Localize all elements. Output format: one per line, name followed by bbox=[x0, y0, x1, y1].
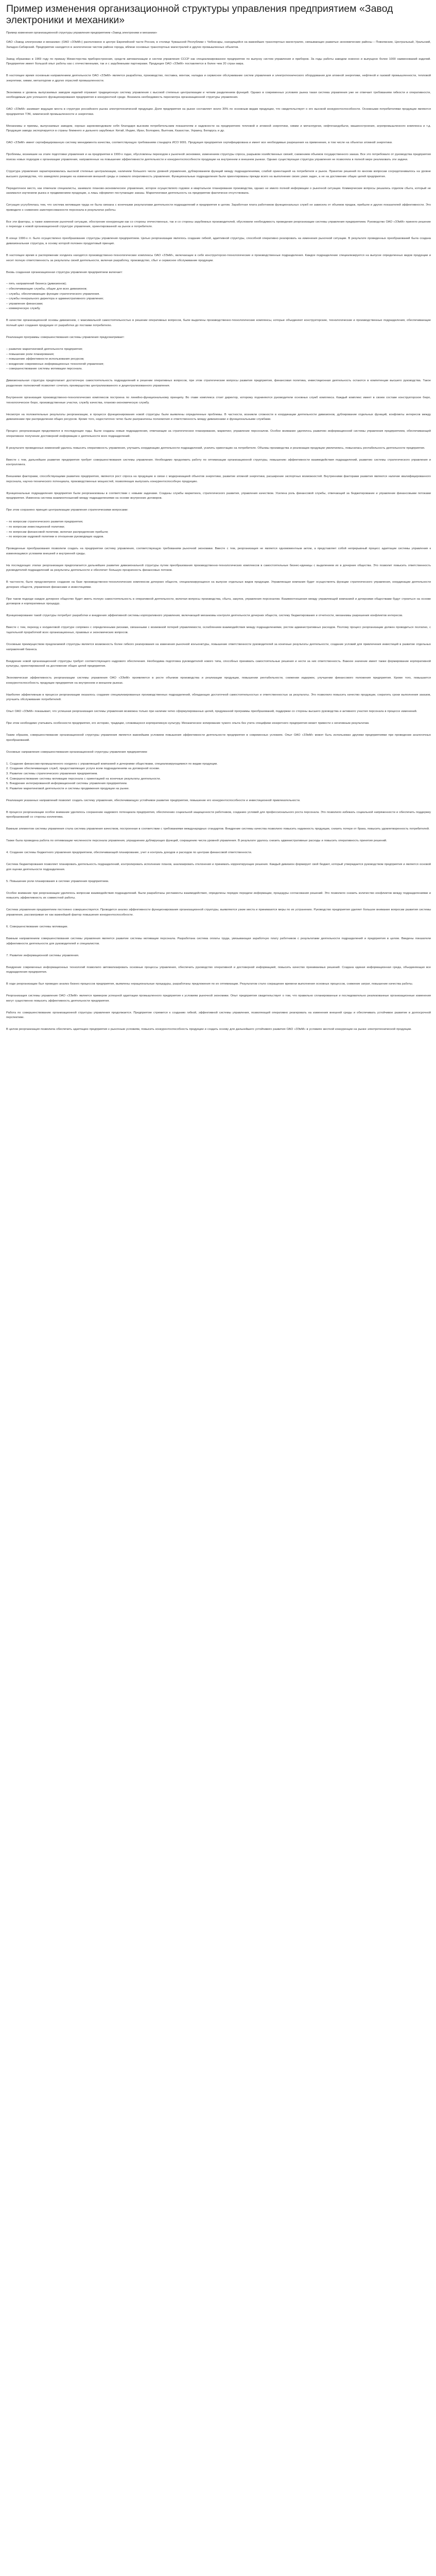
article-paragraph: – управление финансами; bbox=[6, 302, 43, 306]
article-paragraph: Экономическая эффективность реорганизации системы управления ОАО «ЗЭиМ» проявляется в росте объемов производства и реализации продукции, повышении рентабельности, снижении издержек, улучшении финансового положения предприятия. Кроме того, повышается конкурентоспособность продукции предприятия на внутреннем и внешнем рынках. bbox=[6, 676, 431, 685]
article-paragraph: – службы генерального директора и административного управления; bbox=[6, 297, 104, 301]
article-paragraph: Вместе с тем, переход к холдинговой структуре сопряжен с определенными рисками, связанными с возможной потерей управляемости, ослаблением взаимодействия между подразделениями, ростом административных расходов. Поэтому процесс реорганизации должен проводиться поэтапно, с тщательной проработкой всех организационных, правовых и экономических вопросов. bbox=[6, 626, 431, 635]
article-paragraph: 6. Развитие маркетинговой деятельности и системы продвижения продукции на рынке. bbox=[6, 787, 130, 790]
article-paragraph: 7. Развитие информационной системы управления. bbox=[6, 954, 79, 957]
article-paragraph: Внешними факторами, способствующими развитию предприятия, являются рост спроса на продукцию в связи с модернизацией объектов энергетики, развитие атомной энергетики, расширение экспортных возможностей. Внутренними факторами развития являются наличие квалифицированного персонала, научно-технического потенциала, производственных мощностей, позволяющих выпускать конкурентоспособную продукцию. bbox=[6, 475, 431, 483]
article-paragraph: Функциональные подразделения предприятия были реорганизованы в соответствии с новыми задачами. Созданы службы маркетинга, стратегического развития, управления качеством. Усилена роль финансовой службы, отвечающей за бюджетирование и управление финансовыми потоками предприятия. Изменена система взаимоотношений между подразделениями на основе внутренних договоров. bbox=[6, 492, 431, 500]
article-paragraph: – развитие маркетинговой деятельности предприятия; bbox=[6, 348, 83, 351]
article-paragraph: Экономика и уровень выпускаемых заводом изделий отражает традиционную систему управления с высокой степенью централизации и четким разделением функций. Однако в современных условиях рынка такая система управления уже не отвечает требованиям гибкости и оперативности, необходимым для успешного функционирования предприятия в конкурентной среде. Возникла необходимость пересмотра организационной структуры управления. bbox=[6, 91, 431, 99]
article-paragraph: При этом сохранено принцип централизации управления стратегическими вопросами: bbox=[6, 509, 128, 512]
article-paragraph: Проблемы, возникшие на этапе подготовки управления и на предприятии в 1990-х годах, обусловлены переходом к рыночной экономике, изменением структуры спроса, разрывом хозяйственных связей, снижением объемов государственного заказа. Все это потребовало от руководства предприятия поиска новых подходов к организации управления, направленных на повышение эффективности деятельности и конкурентоспособности продукции на внутреннем и внешнем рынках. Однако существующая структура управления не позволяла в полной мере реализовать эти задачи. bbox=[6, 153, 431, 162]
article-paragraph: – пять направлений бизнеса (дивизионов); bbox=[6, 282, 67, 286]
article-paragraph: Передаточное место, как отмечали специалисты, занимало планово-экономическое управление, которое осуществляло годовое и квартальное планирование производства, однако не имело полной информации о рыночной ситуации. Коммерческие вопросы решались отделом сбыта, который не занимался изучением рынка и продвижением продукции, а лишь оформлял поступающие заказы. Маркетинговая деятельность на предприятии фактически отсутствовала. bbox=[6, 187, 431, 195]
article-paragraph: 5. Внедрение интегрированной информационной системы управления предприятием. bbox=[6, 782, 128, 786]
article-paragraph: При таком подходе каждое дочернее общество будет иметь полную самостоятельность в оперативной деятельности, включая вопросы производства, сбыта, закупок, управления персоналом. Взаимоотношения между управляющей компанией и дочерними обществами будут строиться на основе договоров и корпоративных процедур. bbox=[6, 597, 431, 606]
article-paragraph: 5. Повышение роли планирования в системе управления предприятием. bbox=[6, 879, 109, 883]
article-body bbox=[6, 40, 431, 1032]
article-paragraph: Основные направления совершенствования организационной структуры управления предприятием: bbox=[6, 750, 148, 754]
article-paragraph: – обеспечивающие службы, общие для всех дивизионов; bbox=[6, 287, 88, 291]
article-paragraph: – внедрение современных информационных технологий управления; bbox=[6, 362, 104, 366]
article-paragraph: Структура управления характеризовалась высокой степенью централизации, наличием большого числа уровней управления, дублированием функций между подразделениями, слабой ориентацией на потребителя и рынок. Принятие решений по многим вопросам сосредотачивалось на уровне высшего руководства, что замедляло реакцию на изменения внешней среды и снижало оперативность управления. Функциональные подразделения были ориентированы прежде всего на выполнение своих узких задач, а не на достижение общих целей предприятия. bbox=[6, 170, 431, 178]
article-paragraph: Внедрение современных информационных технологий позволило автоматизировать основные процессы управления, обеспечить руководство оперативной и достоверной информацией, повысить качество принимаемых решений. Создана единая информационная среда, объединяющая все подразделения предприятия. bbox=[6, 965, 431, 974]
article-paragraph: В конце 1990-х гг. было осуществлено преобразование структуры управления предприятием. Целью реорганизации являлось создание гибкой, адаптивной структуры, способной оперативно реагировать на изменения рыночной ситуации. В результате проведенных преобразований была создана дивизиональная структура, в основу которой положен продуктовый принцип. bbox=[6, 237, 431, 245]
article-paragraph: Особое внимание при реорганизации уделялось вопросам взаимодействия подразделений. Были разработаны регламенты взаимодействия, определены порядок передачи информации, процедуры согласования решений. Это позволило снизить количество конфликтов между подразделениями и повысить эффективность их совместной работы. bbox=[6, 891, 431, 900]
article-paragraph: В настоящее время в распоряжении холдинга находятся производственно-технологические комплексы ОАО «ЗЭиМ», включающие в себя конструкторско-технологические и производственные подразделения. Каждое подразделение специализируется на выпуске определенных видов продукции и несет полную ответственность за результаты своей деятельности, включая разработку, производство, сбыт и сервисное обслуживание продукции. bbox=[6, 253, 431, 262]
article-paragraph: – повышение роли планирования; bbox=[6, 352, 55, 356]
article-paragraph: Реорганизация системы управления ОАО «ЗЭиМ» является примером успешной адаптации промышленного предприятия к условиям рыночной экономики. Опыт предприятия свидетельствует о том, что правильно спланированные и последовательно реализованные организационные изменения могут существенно повысить эффективность деятельности предприятия. bbox=[6, 994, 431, 1003]
article-paragraph: – по вопросам кадровой политики в отношении руководящих кадров. bbox=[6, 535, 104, 539]
article-paragraph: Несмотря на положительные результаты реорганизации, в процессе функционирования новой структуры были выявлены определенные проблемы. В частности, возникли сложности в координации деятельности дивизионов, дублирование отдельных функций, конфликты интересов между дивизионами при распределении общих ресурсов. Кроме того, недостаточно четко были разграничены полномочия и ответственность между дивизионами и функциональными службами. bbox=[6, 413, 431, 421]
article-paragraph: В качестве организационной основы дивизионов, с максимальной самостоятельностью в решении оперативных вопросов, были выделены производственно-технологические комплексы, которые объединяют конструкторские, технологические и производственные подразделения, обеспечивающие полный цикл создания продукции от разработки до поставки потребителю. bbox=[6, 319, 431, 328]
article-paragraph: При этом необходимо учитывать особенности предприятия, его историю, традиции, сложившуюся корпоративную культуру. Механическое копирование чужого опыта без учета специфики конкретного предприятия может привести к негативным результатам. bbox=[6, 722, 370, 725]
article-lead: Пример изменения организационной структуры управления предприятием «Завод электроники и механики» bbox=[6, 31, 158, 35]
article-paragraph: Важным направлением совершенствования системы управления является развитие системы мотивации персонала. Разработана система оплаты труда, увязывающая заработную плату работников с результатами деятельности подразделений и предприятия в целом. Введены показатели эффективности деятельности для руководителей и специалистов. bbox=[6, 937, 431, 945]
article-paragraph: 1. Создание финансово-промышленного холдинга с управляющей компанией и дочерними обществами, специализирующимися по видам продукции. bbox=[6, 762, 218, 766]
article-paragraph: Вновь созданная организационная структура управления предприятием включает: bbox=[6, 270, 123, 274]
article-paragraph: Все эти факторы, а также изменение рыночной ситуации, обострение конкуренции как со стороны отечественных, так и со стороны зарубежных производителей, обусловили необходимость проведения реорганизации системы управления предприятием. Руководство ОАО «ЗЭиМ» приняло решение о переходе к новой организационной структуре управления, ориентированной на рынок и потребителя. bbox=[6, 220, 431, 229]
article-paragraph: В ходе реорганизации был проведен анализ бизнес-процессов предприятия, выявлены нерациональные процедуры, разработаны предложения по их оптимизации. Результатом стало сокращение времени выполнения основных процессов, снижение затрат, повышение качества работы. bbox=[6, 982, 413, 986]
article-paragraph: В результате проведенных изменений удалось повысить оперативность управления, улучшить координацию деятельности подразделений, усилить ориентацию на потребителя. Объемы производства и реализации продукции увеличились, повысилась рентабельность деятельности предприятия. bbox=[6, 446, 425, 450]
article-paragraph: Работа по совершенствованию организационной структуры управления продолжается. Предприятие стремится к созданию гибкой, эффективной системы управления, позволяющей оперативно реагировать на изменения внешней среды и обеспечивать устойчивое развитие в долгосрочной перспективе. bbox=[6, 1011, 431, 1020]
article-paragraph: В частности, было предусмотрено создание на базе производственно-технологических комплексов дочерних обществ, специализирующихся на выпуске отдельных видов продукции. Управляющая компания будет осуществлять функции стратегического управления, координации деятельности дочерних обществ, управления финансами и инвестициями. bbox=[6, 581, 431, 589]
article-paragraph: – по вопросам инвестиционной политики; bbox=[6, 525, 65, 529]
article-paragraph: Внедрение новой организационной структуры требует соответствующего кадрового обеспечения. Необходима подготовка руководителей нового типа, способных принимать самостоятельные решения и нести за них ответственность. Важное значение имеет также формирование корпоративной культуры, ориентированной на достижение общих целей предприятия. bbox=[6, 659, 431, 668]
article-paragraph: – совершенствование системы мотивации персонала. bbox=[6, 367, 83, 371]
article-paragraph: Дивизиональная структура предполагает достаточную самостоятельность подразделений в решении оперативных вопросов, при этом стратегические вопросы развития предприятия, финансовая политика, инвестиционная деятельность остаются в компетенции высшего руководства. Такое разделение полномочий позволяет сочетать преимущества централизованного и децентрализованного управления. bbox=[6, 379, 431, 387]
article-paragraph: 2. Создание обеспечивающих служб, предоставляющих услуги всем подразделениям на договорной основе. bbox=[6, 767, 160, 771]
article-paragraph: Ситуация усугублялась тем, что система мотивации труда не была связана с конечными результатами деятельности подразделений и предприятия в целом. Заработная плата работников функциональных служб не зависела от объемов продаж, прибыли и других показателей эффективности. Это приводило к снижению заинтересованности персонала в результатах работы. bbox=[6, 204, 431, 212]
article-paragraph: Также была проведена работа по оптимизации численности персонала управления, упразднению дублирующих функций, сокращению числа уровней управления. В результате удалось снизить административные расходы и повысить оперативность принятия решений. bbox=[6, 839, 387, 843]
article-paragraph: Процесс реорганизации продолжился в последующие годы. Были созданы новые подразделения, отвечающие за стратегическое планирование, маркетинг, управление персоналом. Особое внимание уделялось развитию информационной системы управления предприятием, обеспечивающей оперативное получение достоверной информации о деятельности всех подразделений. bbox=[6, 430, 431, 438]
page-title: Пример изменения организационной структуры управления предприятием «Завод электроники и механики» bbox=[6, 3, 393, 26]
article-paragraph: Опыт ОАО «ЗЭиМ» показывает, что успешная реорганизация системы управления возможна только при наличии четко сформулированных целей, продуманной программы преобразований, поддержки со стороны высшего руководства и активного участия персонала в процессе изменений. bbox=[6, 710, 417, 714]
article-paragraph: Функционирование такой структуры потребует разработки и внедрения эффективной системы корпоративного управления, включающей механизмы контроля деятельности дочерних обществ, систему бюджетирования и отчетности, механизмы разрешения конфликтов интересов. bbox=[6, 614, 403, 618]
article-paragraph: – службы, обеспечивающие функции стратегического управления. bbox=[6, 292, 100, 296]
article-paragraph: На последующих этапах реорганизации предполагается дальнейшее развитие дивизиональной структуры путем преобразования производственно-технологических комплексов в самостоятельные бизнес-единицы с выделением их в дочерние общества. Это позволит повысить ответственность руководителей подразделений за результаты деятельности и обеспечит большую прозрачность финансовых потоков. bbox=[6, 564, 431, 572]
page bbox=[0, 0, 436, 1032]
article-paragraph: 6. Совершенствование системы мотивации. bbox=[6, 925, 68, 929]
article-paragraph: – коммерческую службу. bbox=[6, 307, 41, 311]
article-paragraph: ОАО «ЗЭиМ» занимает ведущие места в структуре российского рынка электротехнической продукции. Доля предприятия на рынке составляет около 30% по основным видам продукции, что свидетельствует о его высокой конкурентоспособности. Основными потребителями продукции являются предприятия ТЭК, химической промышленности и энергетики. bbox=[6, 108, 431, 116]
article-paragraph: Система управления предприятием постоянно совершенствуется. Проводится анализ эффективности функционирования организационной структуры, выявляются узкие места и принимаются меры по их устранению. Руководство предприятия уделяет большое внимание вопросам развития системы управления, рассматривая ее как важнейший фактор повышения конкурентоспособности. bbox=[6, 908, 431, 917]
article-paragraph: В процессе реорганизации особое внимание уделялось сохранению кадрового потенциала предприятия, обеспечению социальной защищенности работников, созданию условий для профессионального роста персонала. Это позволило избежать социальной напряженности и обеспечить поддержку преобразований со стороны коллектива. bbox=[6, 810, 431, 819]
article-paragraph: Таким образом, совершенствование организационной структуры управления является важнейшим условием повышения эффективности деятельности предприятия в современных условиях. Опыт ОАО «ЗЭиМ» может быть использован другими предприятиями при проведении аналогичных преобразований. bbox=[6, 734, 431, 742]
article-paragraph: Реализация программы совершенствования системы управления предусматривает: bbox=[6, 336, 125, 340]
article-paragraph: Вместе с тем, дальнейшее развитие предприятия требует совершенствования системы управления. Необходимо продолжить работу по оптимизации организационной структуры, повышению эффективности взаимодействия подразделений, развитию системы стратегического управления и контроллинга. bbox=[6, 458, 431, 467]
article-paragraph: 4. Совершенствование системы мотивации персонала с ориентацией на конечные результаты деятельности. bbox=[6, 777, 161, 781]
article-paragraph: Система бюджетирования позволяет планировать деятельность подразделений, контролировать исполнение планов, анализировать отклонения и принимать корректирующие решения. Каждый дивизион формирует свой бюджет, который утверждается руководством предприятия и является основой для оценки деятельности подразделения. bbox=[6, 863, 431, 871]
article-paragraph: В целом реорганизация позволила обеспечить адаптацию предприятия к рыночным условиям, повысить конкурентоспособность продукции и создать основу для дальнейшего устойчивого развития ОАО «ЗЭиМ» в условиях жесткой конкуренции на рынке электротехнической продукции. bbox=[6, 1028, 412, 1031]
article-paragraph: – по вопросам финансовой политики, включая распределение прибыли; bbox=[6, 530, 109, 534]
article-paragraph: ОАО «Завод электроники и механики» (ОАО «ЗЭиМ») расположено в центре Европейской части России, в столице Чувашской Республики г. Чебоксары, находящейся на важнейших транспортных магистралях, связывающих развитые экономические районы – Поволжские, Центральный, Уральский, Западно-Сибирский. Предприятие находится в экологически чистом районе города, вблизи основных транспортных магистралей и других промышленных объектов. bbox=[6, 41, 431, 49]
article-paragraph: 4. Создание системы бюджетного управления предприятием, обеспечивающей планирование, учет и контроль доходов и расходов по центрам финансовой ответственности. bbox=[6, 851, 252, 855]
article-paragraph: Проведенные преобразования позволили создать на предприятии систему управления, соответствующую требованиям рыночной экономики. Вместе с тем, реорганизация не является одномоментным актом, а представляет собой непрерывный процесс адаптации системы управления к изменяющимся условиям внешней и внутренней среды. bbox=[6, 547, 431, 555]
article-paragraph: – по вопросам стратегического развития предприятия; bbox=[6, 520, 83, 524]
article-paragraph: 3. Развитие системы стратегического управления предприятием. bbox=[6, 772, 98, 776]
article-paragraph: Завод образован в 1969 году по приказу Министерства приборостроения, средств автоматизации и систем управления СССР как специализированное предприятие по выпуску систем управления и приборов. За годы работы заводом освоено и выпущено более 1000 наименований изделий. Предприятие имеет большой опыт работы как с отечественными, так и с зарубежными партнерами. Продукция ОАО «ЗЭиМ» поставляется в более чем 20 стран мира. bbox=[6, 57, 431, 66]
article-paragraph: Важным элементом системы управления стала система управления качеством, построенная в соответствии с требованиями международных стандартов. Внедрение системы качества позволило повысить надежность продукции, снизить потери от брака, повысить удовлетворенность потребителей. bbox=[6, 827, 430, 831]
article-paragraph: Реализация указанных направлений позволит создать систему управления, обеспечивающую устойчивое развитие предприятия, повышение его конкурентоспособности и инвестиционной привлекательности. bbox=[6, 799, 301, 802]
article-paragraph: В настоящее время основным направлением деятельности ОАО «ЗЭиМ» является разработка, производство, поставка, монтаж, наладка и сервисное обслуживание систем управления и электротехнического оборудования для атомной энергетики, нефтяной и газовой промышленности, тепловой энергетики, химии, металлургии и других отраслей промышленности. bbox=[6, 74, 431, 82]
article-paragraph: – повышение эффективности использования ресурсов; bbox=[6, 358, 84, 361]
article-paragraph: ОАО «ЗЭиМ» имеет сертифицированную систему менеджмента качества, соответствующую требованиям стандарта ИСО 9001. Продукция предприятия сертифицирована и имеет все необходимые разрешения на применение, в том числе на объектах атомной энергетики. bbox=[6, 141, 393, 145]
article-paragraph: Наиболее эффективным в процессе реорганизации оказалось создание специализированных производственных подразделений, обладающих достаточной самостоятельностью и ответственностью за результаты. Это позволило повысить качество продукции, сократить сроки выполнения заказов, улучшить обслуживание потребителей. bbox=[6, 693, 431, 702]
article-paragraph: Механизмы и приемы, выпускаемые заводом, хорошо зарекомендовали себя благодаря высоким потребительским показателям и надежности на предприятиях тепловой и атомной энергетики, химии и металлургии, нефтегазодобычи, машиностроения, агропромышленного комплекса и т.д. Продукция завода экспортируется в страны ближнего и дальнего зарубежья: Китай, Индию, Иран, Болгарию, Вьетнам, Казахстан, Украину, Беларусь и др. bbox=[6, 124, 431, 133]
article-paragraph: Основным преимуществом предлагаемой структуры является возможность более гибкого реагирования на изменения рыночной конъюнктуры, повышение ответственности руководителей за конечные результаты деятельности, создание условий для привлечения инвестиций в развитие отдельных направлений бизнеса. bbox=[6, 643, 431, 651]
article-paragraph: Внутренняя организация производственно-технологических комплексов построена по линейно-функциональному принципу. Во главе комплекса стоит директор, которому подчиняются руководители основных служб комплекса. Каждый комплекс имеет в своем составе конструкторское бюро, технологическое бюро, производственные участки, службу качества, планово-экономическую службу. bbox=[6, 396, 431, 404]
